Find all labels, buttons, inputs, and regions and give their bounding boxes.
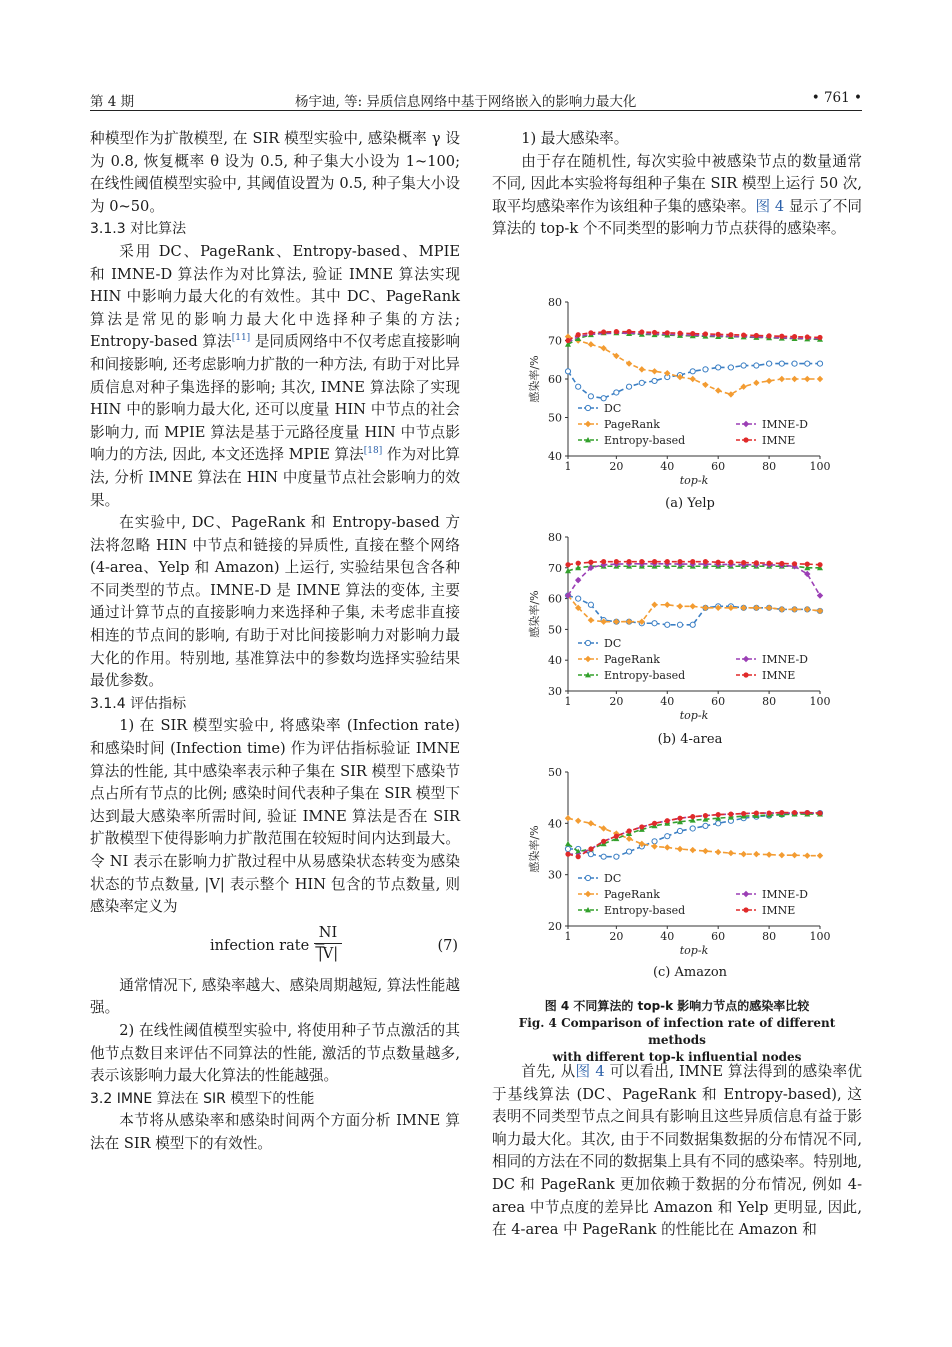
- data-point: [565, 369, 570, 374]
- data-point: [817, 852, 823, 858]
- data-point: [652, 378, 657, 383]
- caption-chinese: 图 4 不同算法的 top-k 影响力节点的感染率比较: [544, 999, 810, 1013]
- data-point: [665, 818, 670, 823]
- data-point: [588, 341, 594, 347]
- series-imne-d: [568, 813, 820, 854]
- data-point: [614, 854, 619, 859]
- data-point: [565, 852, 570, 857]
- data-point: [817, 592, 823, 598]
- data-point: [588, 617, 594, 623]
- formula-infection-rate: infection rate = $\frac{NI}{|V|}$ (7): [210, 924, 458, 962]
- data-point: [677, 331, 682, 336]
- y-tick-label: 40: [548, 817, 562, 831]
- data-point: [766, 561, 771, 566]
- paragraph-model-settings: 种模型作为扩散模型, 在 SIR 模型实验中, 感染概率 γ 设为 0.8, 恢复概率 θ 设为 0.5, 种子集大小设为 1~100; 在线性阈值模型实验中, 其阈值设置为 0.5, 种子集大小设为 0~50。: [90, 130, 460, 215]
- data-point: [651, 602, 657, 608]
- data-point: [703, 559, 708, 564]
- series-pagerank: [565, 333, 823, 397]
- data-point: [588, 560, 593, 565]
- data-point: [588, 820, 594, 826]
- data-point: [766, 605, 772, 611]
- data-point: [614, 834, 619, 839]
- legend-label: IMNE: [762, 434, 796, 447]
- data-point: [652, 621, 657, 626]
- data-point: [766, 851, 772, 857]
- data-point: [588, 602, 593, 607]
- data-point: [716, 812, 721, 817]
- data-point: [665, 622, 670, 627]
- chart-label-amazon: (c) Amazon: [652, 965, 728, 980]
- paragraph-analysis: 首先, 从图 4 可以看出, IMNE 算法得到的感染率优于基线算法 (DC、PageRank 和 Entropy-based), 这表明不同类型节点之间具有影响且这些异质信息有益于影响力最大化。其次, 由于不同数据集数据的分布情况不同, 相同的方法在不同的数据集上具有不同的感染率。特别地, DC 和 PageRank 更加依赖于数据的分布情况, 例如 4-area 中节点度的差异比 Amazon 和 Yelp 更明显, 因此, 在 4-area 中 PageRank 的性能比在 Amazon 和: [492, 1063, 862, 1239]
- data-point: [716, 365, 721, 370]
- formula-numerator: NI: [314, 923, 342, 944]
- formula-denominator: |V|: [317, 945, 339, 962]
- data-point: [715, 849, 721, 855]
- data-point: [677, 622, 682, 627]
- data-point: [754, 810, 759, 815]
- legend: [578, 637, 808, 682]
- data-point: [576, 596, 581, 601]
- y-tick-label: 80: [548, 296, 562, 309]
- x-tick-label: 1: [564, 460, 572, 473]
- y-tick-label: 70: [548, 561, 562, 575]
- data-point: [565, 815, 571, 821]
- data-point: [715, 387, 721, 393]
- data-point: [817, 810, 822, 815]
- section-3-2-title: 3.2 IMNE 算法在 SIR 模型下的性能: [90, 1090, 315, 1107]
- data-point: [601, 854, 606, 859]
- legend-marker: [585, 405, 590, 410]
- x-tick-label: 20: [609, 695, 624, 708]
- data-point: [677, 828, 682, 833]
- figure-caption: [492, 998, 862, 1066]
- data-point: [741, 811, 746, 816]
- legend-label: Entropy-based: [604, 904, 686, 917]
- legend-label: DC: [604, 402, 622, 415]
- y-tick-label: 40: [548, 654, 562, 668]
- citation-18[interactable]: [18]: [363, 446, 383, 457]
- data-point: [664, 602, 670, 608]
- data-point: [690, 559, 695, 564]
- chart-yelp: [520, 296, 830, 496]
- data-point: [779, 361, 784, 366]
- data-point: [690, 369, 695, 374]
- paragraph-experiment-setup: 在实验中, DC、PageRank 和 Entropy-based 方法将忽略 HIN 中节点和链接的异质性, 直接在整个网络 (4-area、Yelp 和 Amazon) 上运行, 实验结果包含各种不同类型的节点。IMNE-D 是 IMNE 算法的变体, 主要通过计算节点的直接影响力来选择种子集, 未考虑非直接相连的节点间的影响, 有助于对比间接影响力对影响力最大化的作用。特别地, 基准算法中的参数均选择实验结果最优参数。: [90, 514, 460, 690]
- data-point: [716, 560, 721, 565]
- y-axis-label: 感染率/%: [528, 825, 541, 873]
- x-tick-label: 40: [660, 930, 675, 943]
- legend-label: PageRank: [604, 653, 660, 666]
- figure-4-link[interactable]: 图 4: [755, 197, 785, 215]
- data-point: [690, 376, 696, 382]
- data-point: [791, 606, 797, 612]
- data-point: [804, 376, 810, 382]
- legend: [578, 402, 808, 447]
- data-point: [766, 333, 771, 338]
- data-point: [664, 844, 670, 850]
- data-point: [791, 852, 797, 858]
- legend-marker: [585, 875, 590, 880]
- x-axis-label: top-k: [679, 709, 709, 722]
- legend-marker: [743, 672, 748, 677]
- data-point: [817, 361, 822, 366]
- legend-marker: [743, 907, 748, 912]
- data-point: [677, 559, 682, 564]
- data-point: [639, 366, 645, 372]
- x-tick-label: 40: [660, 460, 675, 473]
- data-point: [779, 561, 784, 566]
- y-tick-label: 50: [548, 411, 562, 425]
- data-point: [791, 376, 797, 382]
- data-point: [805, 810, 810, 815]
- chart-yelp-svg: [520, 296, 830, 496]
- left-column: [90, 128, 460, 1156]
- legend-marker: [585, 640, 590, 645]
- data-point: [690, 814, 695, 819]
- legend-marker: [743, 421, 749, 427]
- x-axis-label: top-k: [679, 474, 709, 487]
- legend-label: DC: [604, 637, 622, 650]
- data-point: [702, 848, 708, 854]
- data-point: [716, 821, 721, 826]
- y-tick-label: 60: [548, 592, 562, 606]
- data-point: [665, 330, 670, 335]
- legend-marker: [743, 891, 749, 897]
- data-point: [766, 810, 771, 815]
- data-point: [817, 562, 822, 567]
- right-column-top: [492, 128, 862, 241]
- data-point: [576, 854, 581, 859]
- data-point: [651, 368, 657, 374]
- x-tick-label: 40: [660, 695, 675, 708]
- data-point: [703, 813, 708, 818]
- y-tick-label: 80: [548, 531, 562, 544]
- data-point: [702, 382, 708, 388]
- data-point: [817, 376, 823, 382]
- series-line: [568, 813, 820, 854]
- data-point: [639, 559, 644, 564]
- data-point: [677, 603, 683, 609]
- data-point: [652, 839, 657, 844]
- y-axis-label: 感染率/%: [528, 355, 541, 403]
- data-point: [651, 843, 657, 849]
- data-point: [626, 849, 631, 854]
- legend-marker: [743, 437, 748, 442]
- data-point: [754, 333, 759, 338]
- data-point: [754, 363, 759, 368]
- data-point: [576, 332, 581, 337]
- data-point: [690, 622, 695, 627]
- legend-label: Entropy-based: [604, 669, 686, 682]
- x-tick-label: 60: [711, 460, 726, 473]
- data-point: [792, 810, 797, 815]
- x-tick-label: 1: [564, 695, 572, 708]
- paragraph-max-infection-title: 1) 最大感染率。: [521, 130, 629, 147]
- data-point: [565, 562, 570, 567]
- data-point: [588, 852, 593, 857]
- paragraph-section-intro: 本节将从感染率和感染时间两个方面分析 IMNE 算法在 SIR 模型下的有效性。: [90, 1112, 460, 1152]
- page-number: • 761 •: [811, 90, 862, 106]
- data-point: [728, 811, 733, 816]
- section-3-1-3-title: 3.1.3 对比算法: [90, 221, 187, 238]
- data-point: [804, 852, 810, 858]
- paragraph-baselines: 采用 DC、PageRank、Entropy-based、MPIE 和 IMNE-D 算法作为对比算法, 验证 IMNE 算法实现 HIN 中影响力最大化的有效性。其中 DC、PageRank 算法是常见的影响力最大化中选择种子集的方法; Entropy-based 算法[11] 是同质网络中不仅考虑直接影响和间接影响, 还考虑影响力扩散的一种方法, 有助于对比异质信息对种子集选择的影响; 其次, IMNE 算法除了实现 HIN 中的影响力最大化, 还可以度量 HIN 中节点的社会影响力, 而 MPIE 算法是基于元路径度量 HIN 中节点影响力的方法, 因此, 本文还选择 MPIE 算法[18] 作为对比算法, 分析 IMNE 算法在 HIN 中度量节点社会影响力的效果。: [90, 242, 460, 509]
- data-point: [690, 847, 696, 853]
- data-point: [626, 329, 631, 334]
- citation-11[interactable]: [11]: [231, 333, 251, 344]
- data-point: [601, 559, 606, 564]
- legend-label: DC: [604, 872, 622, 885]
- data-point: [728, 365, 733, 370]
- data-point: [766, 361, 771, 366]
- legend-label: IMNE-D: [762, 653, 809, 666]
- data-point: [716, 332, 721, 337]
- data-point: [740, 605, 746, 611]
- data-point: [677, 846, 683, 852]
- data-point: [817, 335, 822, 340]
- data-point: [703, 367, 708, 372]
- legend-label: Entropy-based: [604, 434, 686, 447]
- x-tick-label: 60: [711, 930, 726, 943]
- data-point: [740, 851, 746, 857]
- data-point: [792, 561, 797, 566]
- chart-label-4area: (b) 4-area: [657, 732, 723, 747]
- data-point: [575, 818, 581, 824]
- data-point: [753, 605, 759, 611]
- section-3-1-4-title: 3.1.4 评估指标: [90, 695, 187, 712]
- caption-english-line2: with different top-k influential nodes: [552, 1050, 802, 1064]
- figure-4-link-2[interactable]: 图 4: [575, 1063, 605, 1080]
- data-point: [601, 329, 606, 334]
- running-header: [90, 88, 862, 111]
- data-point: [652, 559, 657, 564]
- data-point: [741, 363, 746, 368]
- chart-amazon-svg: [520, 766, 830, 966]
- data-point: [575, 577, 581, 583]
- legend-label: IMNE-D: [762, 418, 809, 431]
- data-point: [754, 560, 759, 565]
- chart-label-yelp: (a) Yelp: [665, 496, 715, 511]
- data-point: [614, 329, 619, 334]
- legend-label: IMNE-D: [762, 888, 809, 901]
- data-point: [601, 839, 606, 844]
- data-point: [753, 380, 759, 386]
- y-tick-label: 20: [548, 920, 562, 933]
- data-point: [703, 331, 708, 336]
- data-point: [565, 841, 571, 846]
- data-point: [677, 816, 682, 821]
- data-point: [576, 561, 581, 566]
- data-point: [805, 562, 810, 567]
- x-tick-label: 1: [564, 930, 572, 943]
- data-point: [804, 606, 810, 612]
- data-point: [728, 332, 733, 337]
- y-tick-label: 40: [548, 450, 562, 463]
- data-point: [766, 378, 772, 384]
- data-point: [588, 846, 593, 851]
- chart-4area-svg: [520, 531, 830, 731]
- data-point: [741, 333, 746, 338]
- x-tick-label: 100: [809, 460, 830, 473]
- data-point: [626, 836, 632, 842]
- data-point: [626, 619, 632, 625]
- y-axis-label: 感染率/%: [528, 590, 541, 638]
- paragraph-metric: 1) 在 SIR 模型实验中, 将感染率 (Infection rate) 和感染时间 (Infection time) 作为评估指标验证 IMNE 算法的性能, 其中感染率表示种子集在 SIR 模型下感染节点占所有节点的比例; 感染时间代表种子集在 SIR 模型下达到最大感染率所需时间, 验证 IMNE 算法是否在 SIR 扩散模型下使得影响力扩散范围在较短时间内达到最大。令 NI 表示在影响力扩散过程中从易感染状态转变为感染状态的节点数量, |V| 表示整个 HIN 包含的节点数量, 则感染率定义为: [90, 717, 460, 916]
- y-tick-label: 30: [548, 868, 562, 882]
- paragraph-lt-model: 2) 在线性阈值模型实验中, 将使用种子节点激活的其他节点数目来评估不同算法的性能, 激活的节点数量越多, 表示该影响力最大化算法的性能越强。: [90, 1021, 460, 1085]
- legend-marker: [585, 656, 591, 662]
- running-title: 杨宇迪, 等: 异质信息网络中基于网络嵌入的影响力最大化: [295, 94, 637, 110]
- paragraph-performance: 通常情况下, 感染率越大、感染周期越短, 算法性能越强。: [90, 976, 460, 1017]
- data-point: [741, 560, 746, 565]
- data-point: [626, 828, 631, 833]
- data-point: [639, 380, 644, 385]
- data-point: [565, 338, 570, 343]
- data-point: [792, 361, 797, 366]
- y-tick-label: 50: [548, 623, 562, 637]
- x-axis-label: top-k: [679, 944, 709, 957]
- data-point: [626, 384, 631, 389]
- data-point: [601, 396, 606, 401]
- data-point: [588, 394, 593, 399]
- y-tick-label: 60: [548, 373, 562, 386]
- x-tick-label: 20: [609, 930, 624, 943]
- legend-marker: [585, 891, 591, 897]
- data-point: [665, 834, 670, 839]
- data-point: [565, 846, 570, 851]
- legend-marker: [743, 656, 749, 662]
- y-tick-label: 50: [548, 766, 562, 779]
- legend-marker: [585, 421, 591, 427]
- data-point: [779, 606, 785, 612]
- x-tick-label: 60: [711, 695, 726, 708]
- x-tick-label: 100: [809, 930, 830, 943]
- data-point: [613, 619, 619, 625]
- legend-label: PageRank: [604, 418, 660, 431]
- series-pagerank: [565, 592, 823, 625]
- data-point: [639, 824, 644, 829]
- x-tick-label: 80: [762, 460, 777, 473]
- legend-label: IMNE: [762, 669, 796, 682]
- data-point: [588, 330, 593, 335]
- data-point: [792, 334, 797, 339]
- data-point: [703, 823, 708, 828]
- right-column-bottom: [492, 1061, 862, 1242]
- y-tick-label: 30: [548, 685, 562, 698]
- y-tick-label: 70: [548, 334, 562, 348]
- legend-label: IMNE: [762, 904, 796, 917]
- data-point: [779, 334, 784, 339]
- data-point: [805, 334, 810, 339]
- data-point: [728, 560, 733, 565]
- data-point: [652, 821, 657, 826]
- data-point: [576, 384, 581, 389]
- x-tick-label: 100: [809, 695, 830, 708]
- data-point: [690, 826, 695, 831]
- data-point: [779, 852, 785, 858]
- data-point: [753, 851, 759, 857]
- data-point: [665, 559, 670, 564]
- legend: [578, 872, 808, 917]
- data-point: [690, 331, 695, 336]
- x-tick-label: 20: [609, 460, 624, 473]
- data-point: [639, 329, 644, 334]
- chart-amazon: [520, 766, 830, 966]
- data-point: [728, 850, 734, 856]
- x-tick-label: 80: [762, 930, 777, 943]
- equation-number: (7): [437, 937, 458, 954]
- data-point: [690, 603, 696, 609]
- data-point: [779, 810, 784, 815]
- data-point: [779, 376, 785, 382]
- data-point: [614, 559, 619, 564]
- legend-label: PageRank: [604, 888, 660, 901]
- data-point: [817, 608, 823, 614]
- data-point: [600, 825, 606, 831]
- chart-4area: [520, 531, 830, 731]
- caption-english-line1: Fig. 4 Comparison of infection rate of different methods: [518, 1016, 836, 1047]
- issue-number: 第 4 期: [90, 94, 135, 110]
- x-tick-label: 80: [762, 695, 777, 708]
- data-point: [614, 390, 619, 395]
- data-point: [652, 330, 657, 335]
- paragraph-infection-method: 由于存在随机性, 每次实验中被感染节点的数量通常不同, 因此本实验将每组种子集在 SIR 模型上运行 50 次, 取平均感染率作为该组种子集的感染率。图 4 显示了不同算法的 top-k 个不同类型的影响力节点获得的感染率。: [492, 152, 862, 238]
- data-point: [626, 559, 631, 564]
- data-point: [805, 361, 810, 366]
